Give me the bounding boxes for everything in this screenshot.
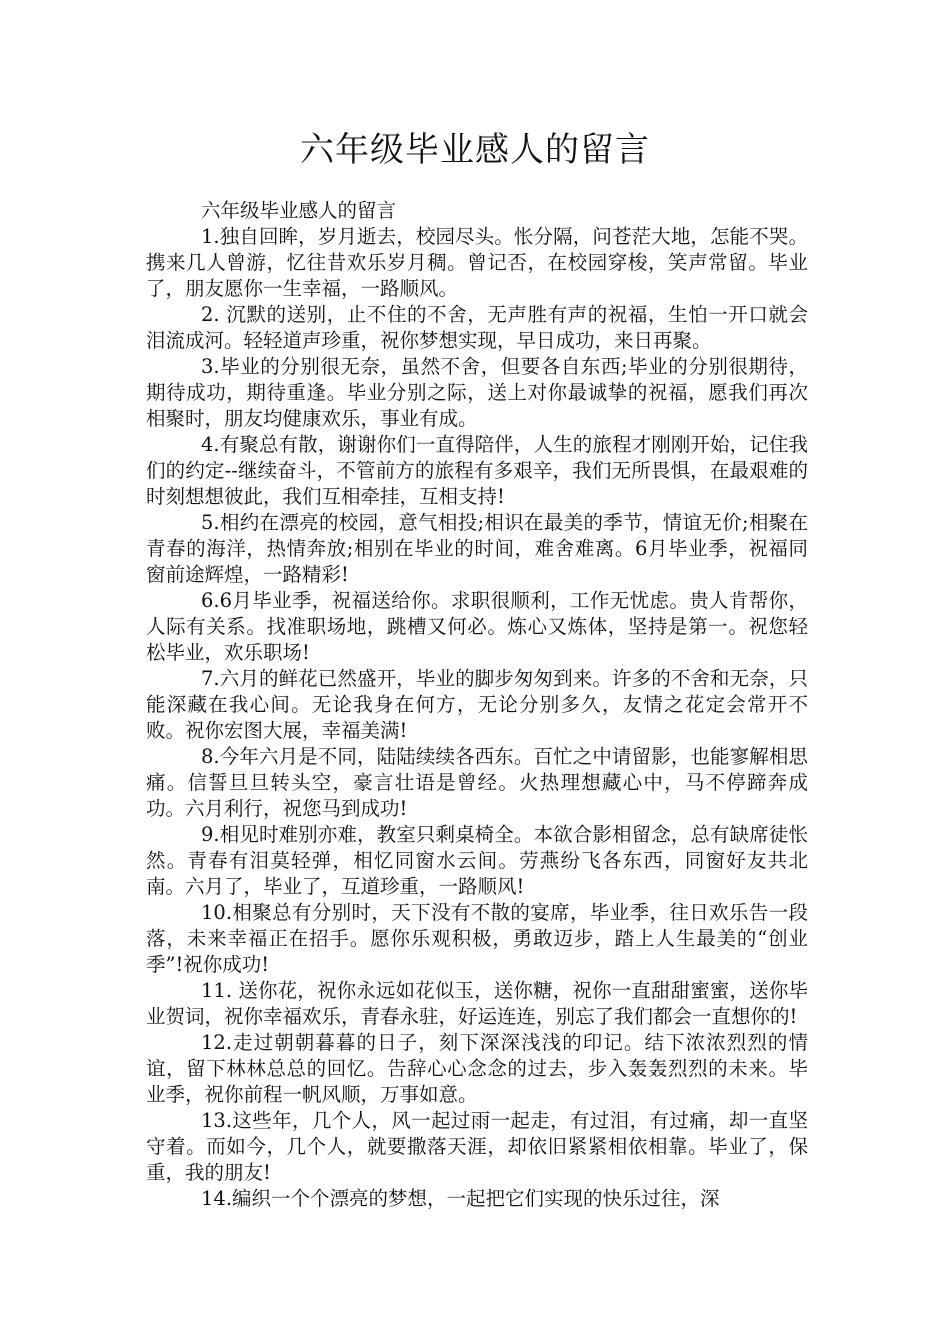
paragraph: 8.今年六月是不同，陆陆续续各西东。百忙之中请留影，也能寥解相思痛。信誓旦旦转头空，豪言壮语是曾经。火热理想藏心中，马不停蹄奔成功。六月利行，祝您马到成功!: [146, 745, 808, 820]
paragraph: 6.6月毕业季，祝福送给你。求职很顺利，工作无忧虑。贵人肯帮你，人际有关系。找准职场地，跳槽又何必。炼心又炼体，坚持是第一。祝您轻松毕业，欢乐职场!: [146, 589, 808, 664]
paragraph: 4.有聚总有散，谢谢你们一直得陪伴，人生的旅程才刚刚开始，记住我们的约定--继续奋斗，不管前方的旅程有多艰辛，我们无所畏惧，在最艰难的时刻想想彼此，我们互相牵挂，互相支持!: [146, 433, 808, 508]
paragraph: 12.走过朝朝暮暮的日子，刻下深深浅浅的印记。结下浓浓烈烈的情谊，留下林林总总的回忆。告辞心心念念的过去，步入轰轰烈烈的未来。毕业季，祝你前程一帆风顺，万事如意。: [146, 1031, 808, 1106]
paragraph: 10.相聚总有分别时，天下没有不散的宴席，毕业季，往日欢乐告一段落，未来幸福正在招手。愿你乐观积极，勇敢迈步，踏上人生最美的“创业季”!祝你成功!: [146, 901, 808, 976]
paragraph: 1.独自回眸，岁月逝去，校园尽头。怅分隔，问苍茫大地，怎能不哭。携来几人曾游，忆往昔欢乐岁月稠。曾记否，在校园穿梭，笑声常留。毕业了，朋友愿你一生幸福，一路顺风。: [146, 225, 808, 300]
document-body: [146, 198, 808, 1212]
paragraph: 5.相约在漂亮的校园，意气相投;相识在最美的季节，情谊无价;相聚在青春的海洋，热情奔放;相别在毕业的时间，难舍难离。6月毕业季，祝福同窗前途辉煌，一路精彩!: [146, 511, 808, 586]
paragraph: 9.相见时难别亦难，教室只剩桌椅全。本欲合影相留念，总有缺席徒怅然。青春有泪莫轻弹，相忆同窗水云间。劳燕纷飞各东西，同窗好友共北南。六月了，毕业了，互道珍重，一路顺风!: [146, 823, 808, 898]
paragraph: 11. 送你花，祝你永远如花似玉，送你糖，祝你一直甜甜蜜蜜，送你毕业贺词，祝你幸福欢乐，青春永驻，好运连连，别忘了我们都会一直想你的!: [146, 979, 808, 1028]
paragraph: 2. 沉默的送别，止不住的不舍，无声胜有声的祝福，生怕一开口就会泪流成河。轻轻道声珍重，祝你梦想实现，早日成功，来日再聚。: [146, 303, 808, 352]
paragraph: 14.编织一个个漂亮的梦想，一起把它们实现的快乐过往，深: [201, 1187, 720, 1210]
document-title: 六年级毕业感人的留言: [300, 130, 650, 170]
document-subtitle: 六年级毕业感人的留言: [201, 199, 397, 222]
paragraph: 3.毕业的分别很无奈，虽然不舍，但要各自东西;毕业的分别很期待，期待成功，期待重逢。毕业分别之际，送上对你最诚挚的祝福，愿我们再次相聚时，朋友均健康欢乐，事业有成。: [146, 355, 808, 430]
paragraph: 7.六月的鲜花已然盛开，毕业的脚步匆匆到来。许多的不舍和无奈，只能深藏在我心间。无论我身在何方，无论分别多久，友情之花定会常开不败。祝你宏图大展，幸福美满!: [146, 667, 808, 742]
paragraph: 13.这些年，几个人，风一起过雨一起走，有过泪，有过痛，却一直坚守着。而如今，几个人，就要撒落天涯，却依旧紧紧相依相靠。毕业了，保重，我的朋友!: [146, 1109, 808, 1184]
